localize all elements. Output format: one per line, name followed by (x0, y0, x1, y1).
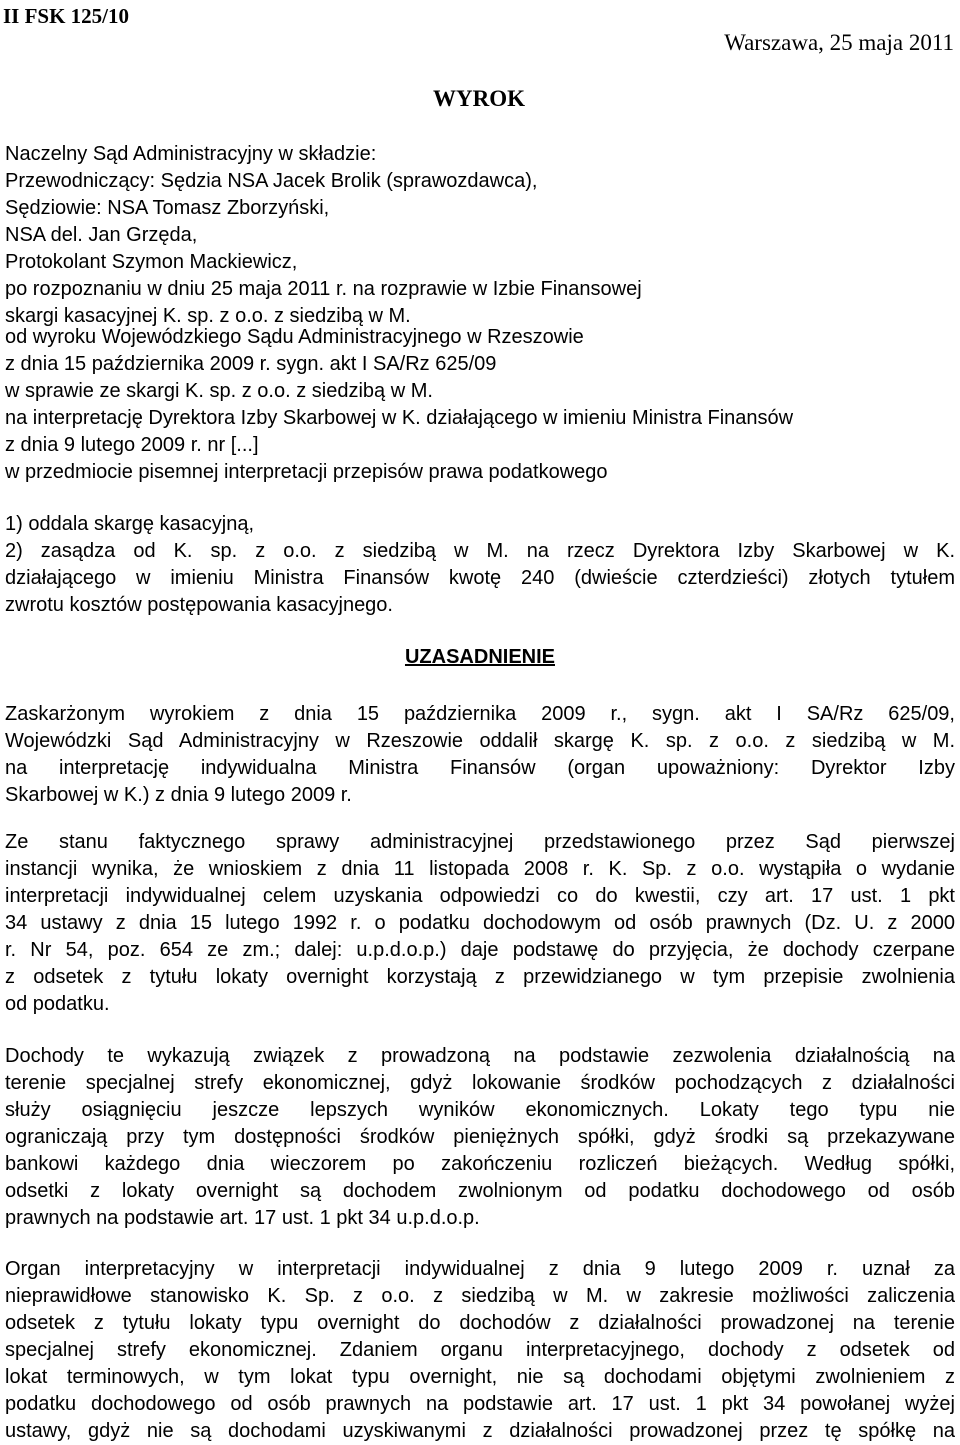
paragraph-line: Wojewódzki Sąd Administracyjny w Rzeszowie oddalił skargę K. sp. z o.o. z siedzibą w M. (5, 730, 955, 752)
proceedings-details (5, 324, 793, 486)
reasons-paragraph (5, 1043, 955, 1232)
court-line: Protokolant Szymon Mackiewicz, (5, 251, 298, 273)
ruling (5, 511, 955, 619)
paragraph-line: ustawy, gdyż nie są dochodami uzyskiwanymi z działalności prowadzonej przez tę spółkę na (5, 1420, 955, 1442)
paragraph-line: r. Nr 54, poz. 654 ze zm.; dalej: u.p.d.o.p.) daje podstawę do przyjęcia, że dochody czerpane (5, 939, 955, 961)
paragraph-line: prawnych na podstawie art. 17 ust. 1 pkt 34 u.p.d.o.p. (5, 1207, 480, 1229)
proceedings-line: z dnia 9 lutego 2009 r. nr [...] (5, 434, 259, 456)
proceedings-line: w sprawie ze skargi K. sp. z o.o. z siedzibą w M. (5, 380, 433, 402)
court-composition (5, 141, 642, 330)
paragraph-line: specjalnej strefy ekonomicznej. Zdaniem organu interpretacyjnego, dochody z odsetek od (5, 1339, 955, 1361)
court-line: NSA del. Jan Grzęda, (5, 224, 198, 246)
paragraph-line: terenie specjalnej strefy ekonomicznej, gdyż lokowanie środków pochodzących z działalności (5, 1072, 955, 1094)
ruling-line: zwrotu kosztów postępowania kasacyjnego. (5, 594, 393, 616)
paragraph-line: podatku dochodowego od osób prawnych na podstawie art. 17 ust. 1 pkt 34 powołanej wyżej (5, 1393, 955, 1415)
reasons-heading: UZASADNIENIE (404, 646, 555, 668)
court-line: Naczelny Sąd Administracyjny w składzie: (5, 143, 377, 165)
court-line: Sędziowie: NSA Tomasz Zborzyński, (5, 197, 330, 219)
place-and-date: Warszawa, 25 maja 2011 (724, 30, 954, 55)
paragraph-line: Ze stanu faktycznego sprawy administracyjnej przedstawionego przez Sąd pierwszej (5, 831, 955, 853)
paragraph-line: Dochody te wykazują związek z prowadzoną na podstawie zezwolenia działalnością na (5, 1045, 955, 1067)
paragraph-line: z odsetek z tytułu lokaty overnight korzystają z przewidzianego w tym przepisie zwolnienia (5, 966, 955, 988)
paragraph-line: interpretacji indywidualnej celem uzyskania odpowiedzi co do kwestii, czy art. 17 ust. 1 pkt (5, 885, 955, 907)
paragraph-line: odsetek z tytułu lokaty typu overnight do dochodów z działalności prowadzonej na terenie (5, 1312, 955, 1334)
paragraph-line: na interpretację indywidualna Ministra Finansów (organ upoważniony: Dyrektor Izby (5, 757, 955, 779)
paragraph-line: lokat terminowych, w tym lokat typu overnight, nie są dochodami objętymi zwolnieniem z (5, 1366, 955, 1388)
court-line: po rozpoznaniu w dniu 25 maja 2011 r. na rozprawie w Izbie Finansowej (5, 278, 642, 300)
paragraph-line: Zaskarżonym wyrokiem z dnia 15 października 2009 r., sygn. akt I SA/Rz 625/09, (5, 703, 955, 725)
proceedings-line: z dnia 15 października 2009 r. sygn. akt I SA/Rz 625/09 (5, 353, 497, 375)
reasons-paragraph (5, 701, 955, 809)
paragraph-line: służy osiągnięciu jeszcze lepszych wyników ekonomicznych. Lokaty tego typu nie (5, 1099, 955, 1121)
paragraph-line: Organ interpretacyjny w interpretacji indywidualnej z dnia 9 lutego 2009 r. uznał za (5, 1258, 955, 1280)
paragraph-line: od podatku. (5, 993, 110, 1015)
paragraph-line: bankowi każdego dnia wieczorem po zakończeniu rozliczeń bieżących. Według spółki, (5, 1153, 955, 1175)
paragraph-line: Skarbowej w K.) z dnia 9 lutego 2009 r. (5, 784, 352, 806)
paragraph-line: 34 ustawy z dnia 15 lutego 1992 r. o podatku dochodowym od osób prawnych (Dz. U. z 2000 (5, 912, 955, 934)
ruling-line: działającego w imieniu Ministra Finansów kwotę 240 (dwieście czterdzieści) złotych tytułem (5, 567, 955, 589)
reasons-paragraph (5, 829, 955, 1018)
ruling-line: 2) zasądza od K. sp. z o.o. z siedzibą w M. na rzecz Dyrektora Izby Skarbowej w K. (5, 540, 955, 562)
paragraph-line: instancji wynika, że wnioskiem z dnia 11 listopada 2008 r. K. Sp. z o.o. wystąpiła o wydanie (5, 858, 955, 880)
case-number: II FSK 125/10 (3, 4, 130, 28)
verdict-title: WYROK (433, 86, 525, 111)
court-line: Przewodniczący: Sędzia NSA Jacek Brolik (sprawozdawca), (5, 170, 538, 192)
paragraph-line: ograniczają przy tym dostępności środków pieniężnych spółki, gdyż środki są przekazywane (5, 1126, 955, 1148)
reasons-paragraph (5, 1256, 955, 1445)
proceedings-line: w przedmiocie pisemnej interpretacji przepisów prawa podatkowego (5, 461, 608, 483)
paragraph-line: odsetki z lokaty overnight są dochodem zwolnionym od podatku dochodowego od osób (5, 1180, 955, 1202)
proceedings-line: od wyroku Wojewódzkiego Sądu Administracyjnego w Rzeszowie (5, 326, 584, 348)
court-line: skargi kasacyjnej K. sp. z o.o. z siedzibą w M. (5, 305, 411, 327)
proceedings-line: na interpretację Dyrektora Izby Skarbowej w K. działającego w imieniu Ministra Finansów (5, 407, 794, 429)
ruling-line: 1) oddala skargę kasacyjną, (5, 513, 255, 535)
paragraph-line: nieprawidłowe stanowisko K. Sp. z o.o. z siedzibą w M. w zakresie możliwości zaliczenia (5, 1285, 955, 1307)
